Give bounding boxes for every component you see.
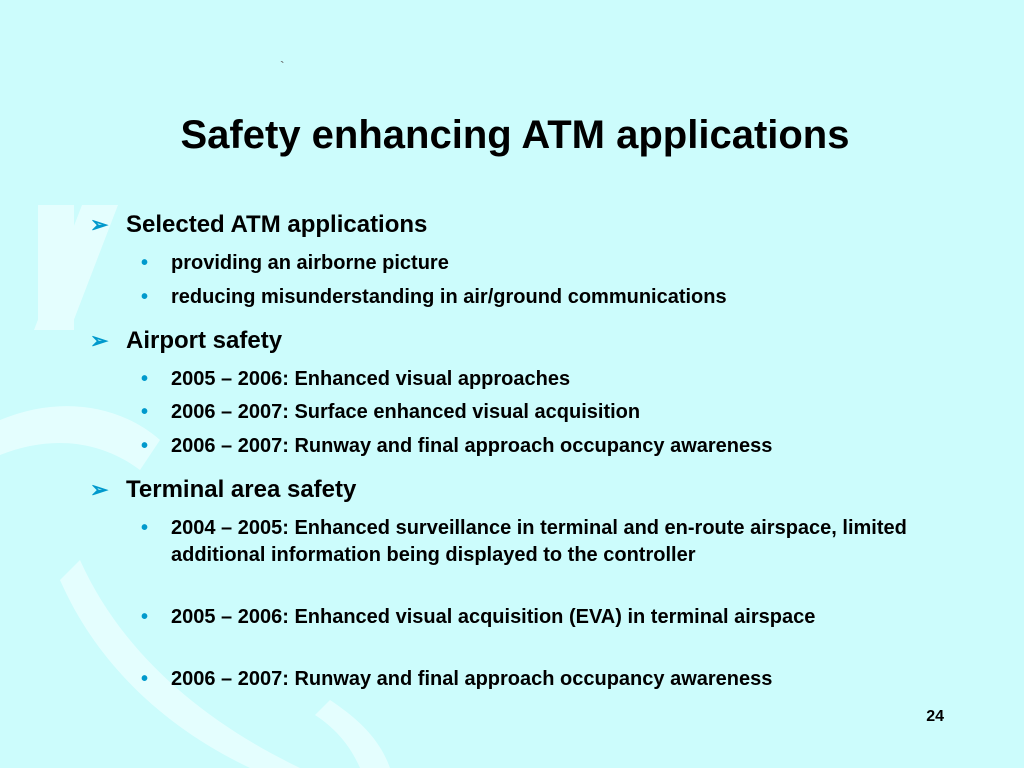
- tick-mark: `: [280, 58, 285, 74]
- dot-bullet-icon: •: [141, 286, 149, 308]
- list-item-text: 2005 – 2006: Enhanced visual approaches: [171, 368, 571, 390]
- watermark-arc-small: [315, 700, 390, 768]
- list-item-text: 2006 – 2007: Runway and final approach occupancy awareness: [171, 435, 773, 457]
- dot-bullet-icon: •: [141, 606, 149, 628]
- list-item-text: reducing misunderstanding in air/ground communications: [171, 286, 727, 308]
- section-heading-text: Terminal area safety: [126, 476, 357, 503]
- arrowhead-bullet-icon: ➢: [90, 328, 109, 353]
- section-heading-text: Selected ATM applications: [126, 211, 428, 238]
- page-number: 24: [926, 708, 944, 725]
- dot-bullet-icon: •: [141, 368, 149, 390]
- list-item-text: 2005 – 2006: Enhanced visual acquisition (EVA) in terminal airspace: [171, 606, 816, 628]
- dot-bullet-icon: •: [141, 668, 149, 690]
- dot-bullet-icon: •: [141, 401, 149, 423]
- list-item-text: 2004 – 2005: Enhanced surveillance in terminal and en-route airspace, limited additional information being displayed to the controller: [171, 517, 907, 566]
- dot-bullet-icon: •: [141, 252, 149, 274]
- list-item-text: providing an airborne picture: [171, 252, 449, 274]
- slide-title: Safety enhancing ATM applications: [180, 113, 850, 157]
- list-item-text: 2006 – 2007: Surface enhanced visual acquisition: [171, 401, 641, 423]
- section-heading-text: Airport safety: [126, 327, 283, 354]
- dot-bullet-icon: •: [141, 435, 149, 457]
- dot-bullet-icon: •: [141, 517, 149, 539]
- arrowhead-bullet-icon: ➢: [90, 477, 109, 502]
- list-item-text: 2006 – 2007: Runway and final approach occupancy awareness: [171, 668, 773, 690]
- arrowhead-bullet-icon: ➢: [90, 212, 109, 237]
- watermark-arc-top: [0, 406, 160, 470]
- watermark-arc-bottom: [60, 560, 300, 768]
